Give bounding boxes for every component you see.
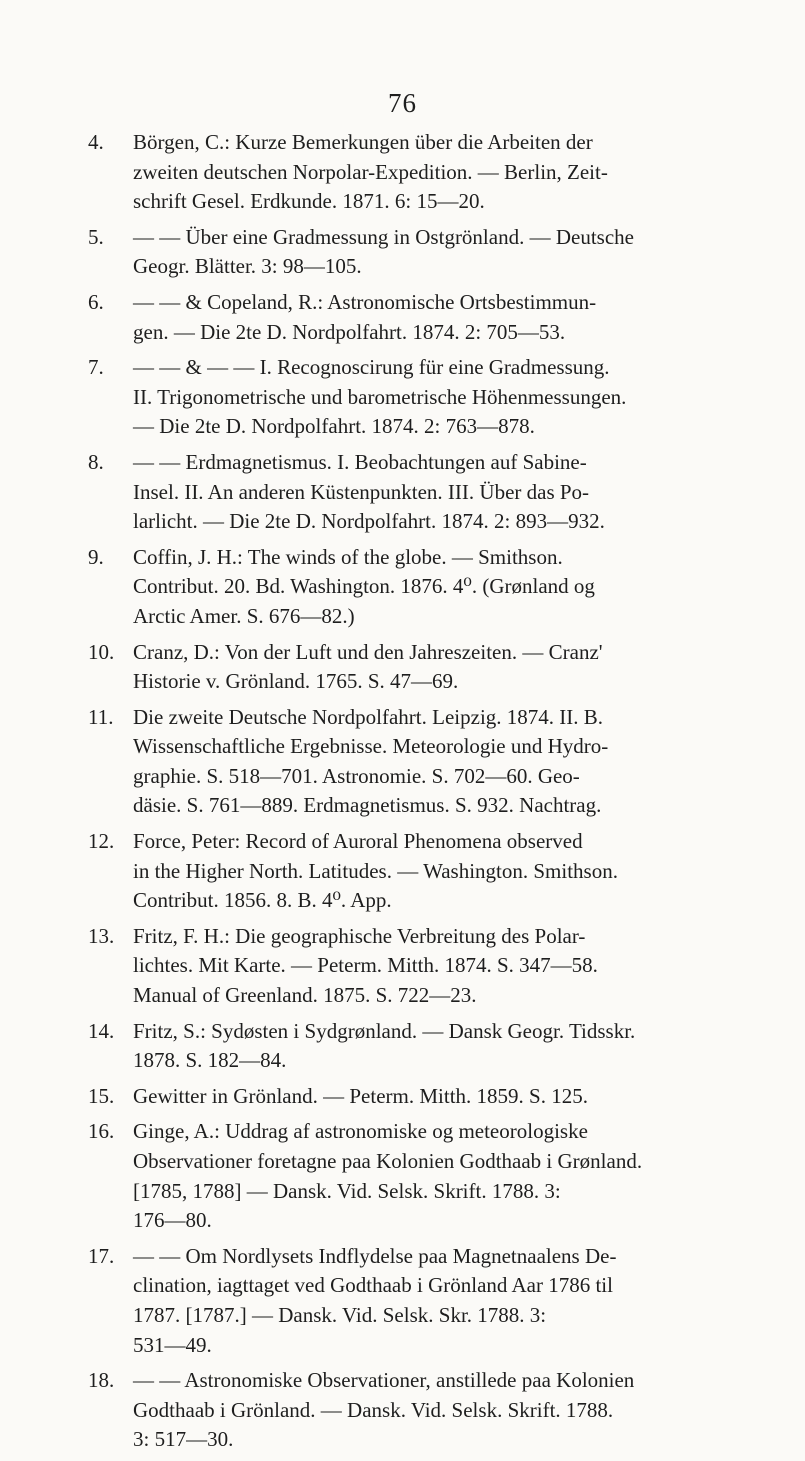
entry-line: Wissenschaftliche Ergebnisse. Meteorologie und Hydro- bbox=[133, 734, 609, 759]
entry-line: Coffin, J. H.: The winds of the globe. — Smithson. bbox=[133, 544, 563, 569]
entry-text bbox=[133, 448, 738, 537]
entry-line: 176—80. bbox=[133, 1208, 212, 1233]
entry-line: Godthaab i Grönland. — Dansk. Vid. Selsk. Skrift. 1788. bbox=[133, 1397, 614, 1422]
entry-number: 16. bbox=[88, 1119, 115, 1144]
entry-line: — — Über eine Gradmessung in Ostgrönland. — Deutsche bbox=[133, 224, 634, 249]
entry-text bbox=[133, 638, 738, 697]
bibliography-entry bbox=[88, 1082, 738, 1112]
entry-text bbox=[133, 128, 738, 217]
entry-line: clination, iagttaget ved Godthaab i Grönland Aar 1786 til bbox=[133, 1273, 613, 1298]
entry-line: Historie v. Grönland. 1765. S. 47—69. bbox=[133, 669, 459, 694]
entry-line: Manual of Greenland. 1875. S. 722—23. bbox=[133, 983, 477, 1008]
entry-line: — — & — — I. Recognoscirung für eine Gradmessung. bbox=[133, 355, 610, 380]
bibliography-entry bbox=[88, 353, 738, 442]
bibliography-entry bbox=[88, 703, 738, 821]
entry-text bbox=[133, 1117, 738, 1235]
bibliography-entry bbox=[88, 128, 738, 217]
entry-number: 9. bbox=[88, 544, 104, 569]
entry-line: lichtes. Mit Karte. — Peterm. Mitth. 1874. S. 347—58. bbox=[133, 953, 598, 978]
entry-text bbox=[133, 1082, 738, 1112]
entry-number: 4. bbox=[88, 130, 104, 154]
entry-line: 3: 517—30. bbox=[133, 1427, 234, 1452]
entry-line: Die zweite Deutsche Nordpolfahrt. Leipzig. 1874. II. B. bbox=[133, 704, 604, 729]
entry-line: II. Trigonometrische und barometrische Höhenmessungen. bbox=[133, 384, 627, 409]
entry-line: Cranz, D.: Von der Luft und den Jahreszeiten. — Cranz' bbox=[133, 639, 603, 664]
entry-line: schrift Gesel. Erdkunde. 1871. 6: 15—20. bbox=[133, 189, 485, 214]
entry-line: Contribut. 20. Bd. Washington. 1876. 4⁰. (Grønland og bbox=[133, 574, 595, 599]
entry-number: 5. bbox=[88, 224, 104, 249]
entry-number: 6. bbox=[88, 289, 104, 314]
entry-line: Contribut. 1856. 8. B. 4⁰. App. bbox=[133, 888, 392, 913]
bibliography-list bbox=[88, 128, 738, 1461]
entry-line: Fritz, F. H.: Die geographische Verbreitung des Polar- bbox=[133, 923, 586, 948]
entry-line: gen. — Die 2te D. Nordpolfahrt. 1874. 2: 705—53. bbox=[133, 319, 566, 344]
entry-line: — Die 2te D. Nordpolfahrt. 1874. 2: 763—878. bbox=[133, 414, 535, 439]
entry-line: 531—49. bbox=[133, 1332, 212, 1357]
entry-line: 1878. S. 182—84. bbox=[133, 1048, 287, 1073]
bibliography-entry bbox=[88, 1366, 738, 1455]
bibliography-entry bbox=[88, 922, 738, 1011]
entry-line: Arctic Amer. S. 676—82.) bbox=[133, 603, 355, 628]
entry-line: zweiten deutschen Norpolar-Expedition. — Berlin, Zeit- bbox=[133, 159, 608, 184]
entry-line: — — Astronomiske Observationer, anstillede paa Kolonien bbox=[133, 1368, 635, 1393]
bibliography-entry bbox=[88, 1117, 738, 1235]
entry-line: Gewitter in Grönland. — Peterm. Mitth. 1859. S. 125. bbox=[133, 1083, 588, 1108]
bibliography-entry bbox=[88, 827, 738, 916]
entry-number: 14. bbox=[88, 1018, 115, 1043]
entry-line: — — Erdmagnetismus. I. Beobachtungen auf Sabine- bbox=[133, 449, 587, 474]
entry-text bbox=[133, 827, 738, 916]
entry-number: 17. bbox=[88, 1243, 115, 1268]
bibliography-entry bbox=[88, 448, 738, 537]
bibliography-entry bbox=[88, 638, 738, 697]
entry-text bbox=[133, 922, 738, 1011]
entry-text bbox=[133, 353, 738, 442]
entry-number: 11. bbox=[88, 704, 114, 729]
entry-text bbox=[133, 288, 738, 347]
entry-line: Fritz, S.: Sydøsten i Sydgrønland. — Dansk Geogr. Tidsskr. bbox=[133, 1018, 636, 1043]
entry-text bbox=[133, 1366, 738, 1455]
entry-number: 12. bbox=[88, 829, 115, 854]
entry-number: 8. bbox=[88, 449, 104, 474]
entry-line: Force, Peter: Record of Auroral Phenomena observed bbox=[133, 829, 583, 854]
entry-line: Observationer foretagne paa Kolonien Godthaab i Grønland. bbox=[133, 1149, 643, 1173]
entry-line: — — Om Nordlysets Indflydelse paa Magnetnaalens De- bbox=[133, 1243, 617, 1268]
entry-line: Ginge, A.: Uddrag af astronomiske og meteorologiske bbox=[133, 1119, 588, 1144]
entry-line: larlicht. — Die 2te D. Nordpolfahrt. 1874. 2: 893—932. bbox=[133, 509, 605, 534]
bibliography-entry bbox=[88, 288, 738, 347]
entry-line: graphie. S. 518—701. Astronomie. S. 702—60. Geo- bbox=[133, 763, 580, 788]
bibliography-entry bbox=[88, 1017, 738, 1076]
entry-line: Geogr. Blätter. 3: 98—105. bbox=[133, 254, 362, 279]
entry-text bbox=[133, 703, 738, 821]
entry-text bbox=[133, 1242, 738, 1360]
entry-number: 13. bbox=[88, 923, 115, 948]
entry-line: — — & Copeland, R.: Astronomische Ortsbestimmun- bbox=[133, 289, 597, 314]
entry-line: 1787. [1787.] — Dansk. Vid. Selsk. Skr. 1788. 3: bbox=[133, 1302, 547, 1327]
bibliography-entry bbox=[88, 1242, 738, 1360]
entry-number: 15. bbox=[88, 1083, 115, 1108]
entry-line: [1785, 1788] — Dansk. Vid. Selsk. Skrift. 1788. 3: bbox=[133, 1178, 561, 1203]
bibliography-entry bbox=[88, 543, 738, 632]
entry-text bbox=[133, 1017, 738, 1076]
entry-number: 18. bbox=[88, 1368, 115, 1393]
entry-line: Insel. II. An anderen Küstenpunkten. III. Über das Po- bbox=[133, 479, 590, 504]
entry-line: in the Higher North. Latitudes. — Washington. Smithson. bbox=[133, 858, 618, 883]
entry-text bbox=[133, 223, 738, 282]
entry-line: Börgen, C.: Kurze Bemerkungen über die Arbeiten der bbox=[133, 130, 593, 154]
bibliography-entry bbox=[88, 223, 738, 282]
entry-number: 10. bbox=[88, 639, 115, 664]
entry-line: däsie. S. 761—889. Erdmagnetismus. S. 932. Nachtrag. bbox=[133, 793, 602, 818]
entry-text bbox=[133, 543, 738, 632]
entry-number: 7. bbox=[88, 355, 104, 380]
page-number: 76 bbox=[388, 88, 417, 118]
